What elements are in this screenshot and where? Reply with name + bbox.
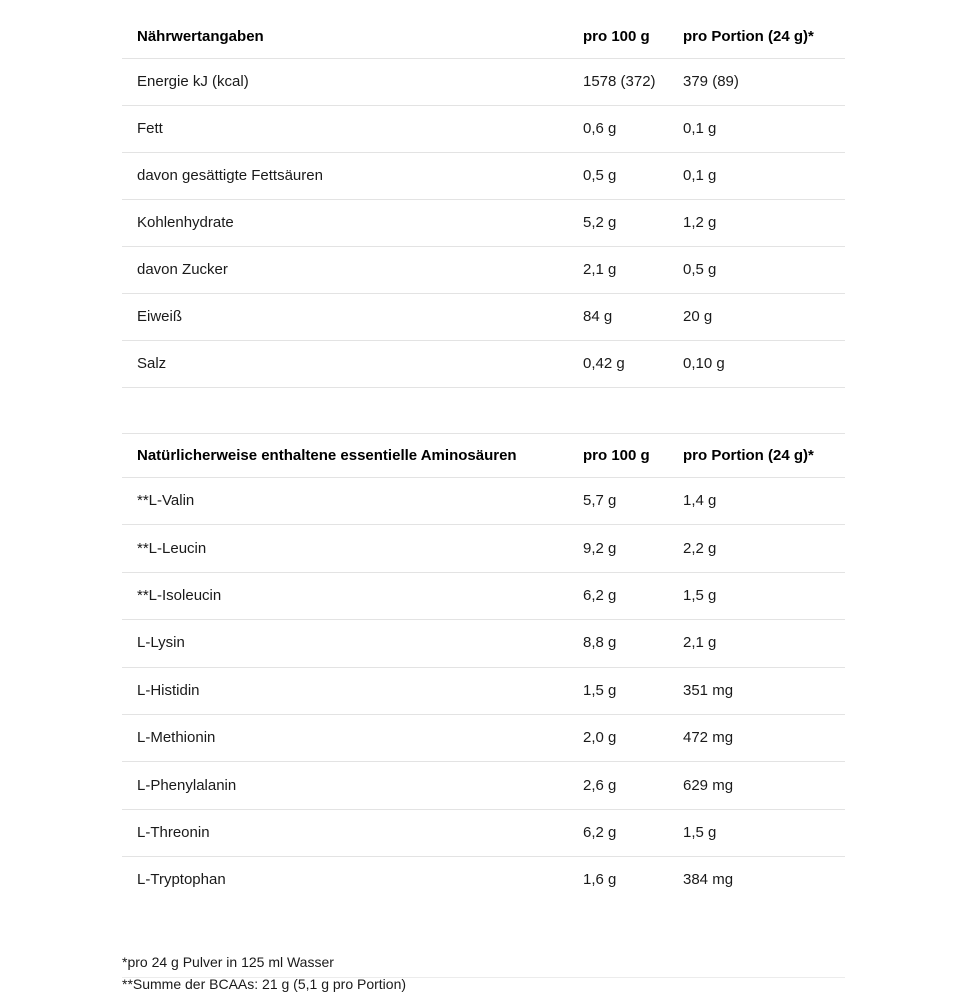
table-row-protein <box>122 294 845 341</box>
footnote-bcaa: **Summe der BCAAs: 21 g (5,1 g pro Portion) <box>122 975 407 992</box>
value-per-portion: 0,1 g <box>683 167 717 184</box>
value-per-portion: 351 mg <box>683 681 734 699</box>
nutrition-content <box>122 16 845 995</box>
row-label: L-Phenylalanin <box>137 776 237 794</box>
value-per-portion: 0,10 g <box>683 355 725 372</box>
table-header-row <box>122 434 845 478</box>
value-per-portion: 384 mg <box>683 871 734 889</box>
value-per-100g: 6,2 g <box>583 823 617 841</box>
nutrition-table <box>122 16 845 388</box>
table-row-threonine <box>122 810 845 857</box>
footnote-serving: *pro 24 g Pulver in 125 ml Wasser <box>122 953 334 970</box>
table-row-isoleucine <box>122 573 845 620</box>
table-row-leucine <box>122 525 845 572</box>
value-per-portion: 1,5 g <box>683 823 717 841</box>
value-per-portion: 2,2 g <box>683 539 717 557</box>
value-per-100g: 0,42 g <box>583 355 625 372</box>
footnotes <box>122 951 845 995</box>
column-header-per-100g: pro 100 g <box>583 446 650 464</box>
value-per-100g: 84 g <box>583 308 613 325</box>
value-per-100g: 5,7 g <box>583 492 617 510</box>
value-per-portion: 629 mg <box>683 776 734 794</box>
value-per-100g: 1,6 g <box>583 871 617 889</box>
table-row-methionine <box>122 715 845 762</box>
row-label: Fett <box>137 120 163 137</box>
row-label: **L-Isoleucin <box>137 586 222 604</box>
value-per-portion: 379 (89) <box>683 73 739 90</box>
row-label: Kohlenhydrate <box>137 214 234 231</box>
value-per-100g: 1578 (372) <box>583 73 656 90</box>
row-label: davon Zucker <box>137 261 228 278</box>
value-per-portion: 472 mg <box>683 729 734 747</box>
table-row-carbohydrates <box>122 200 845 247</box>
row-label: Salz <box>137 355 167 372</box>
value-per-100g: 1,5 g <box>583 681 617 699</box>
column-header-per-100g: pro 100 g <box>583 28 650 45</box>
table-title: Nährwertangaben <box>137 28 264 45</box>
value-per-portion: 2,1 g <box>683 634 717 652</box>
table-gap <box>122 388 845 434</box>
row-label: L-Tryptophan <box>137 871 226 889</box>
table-row-tryptophan <box>122 857 845 903</box>
value-per-100g: 0,5 g <box>583 167 617 184</box>
row-label: davon gesättigte Fettsäuren <box>137 167 323 184</box>
row-label: Eiweiß <box>137 308 183 325</box>
column-header-per-portion: pro Portion (24 g)* <box>683 446 814 464</box>
row-label: L-Lysin <box>137 634 185 652</box>
row-label: L-Methionin <box>137 729 216 747</box>
bottom-divider <box>122 977 845 978</box>
row-label: L-Histidin <box>137 681 200 699</box>
table-row-sugar <box>122 247 845 294</box>
value-per-100g: 9,2 g <box>583 539 617 557</box>
value-per-portion: 1,5 g <box>683 586 717 604</box>
value-per-100g: 2,0 g <box>583 729 617 747</box>
value-per-100g: 2,6 g <box>583 776 617 794</box>
value-per-100g: 2,1 g <box>583 261 617 278</box>
table-row-saturated-fat <box>122 153 845 200</box>
column-header-per-portion: pro Portion (24 g)* <box>683 28 814 45</box>
table-title: Natürlicherweise enthaltene essentielle Aminosäuren <box>137 446 517 464</box>
value-per-portion: 1,2 g <box>683 214 717 231</box>
row-label: **L-Leucin <box>137 539 207 557</box>
amino-acids-table <box>122 434 845 904</box>
value-per-portion: 20 g <box>683 308 713 325</box>
table-row-valine <box>122 478 845 525</box>
table-header-row <box>122 16 845 59</box>
table-row-fat <box>122 106 845 153</box>
value-per-100g: 6,2 g <box>583 586 617 604</box>
table-row-salt <box>122 341 845 388</box>
value-per-portion: 0,5 g <box>683 261 717 278</box>
value-per-100g: 5,2 g <box>583 214 617 231</box>
table-row-phenylalanine <box>122 762 845 809</box>
value-per-100g: 8,8 g <box>583 634 617 652</box>
table-row-lysine <box>122 620 845 667</box>
row-label: **L-Valin <box>137 492 195 510</box>
value-per-portion: 0,1 g <box>683 120 717 137</box>
row-label: L-Threonin <box>137 823 210 841</box>
row-label: Energie kJ (kcal) <box>137 73 249 90</box>
value-per-portion: 1,4 g <box>683 492 717 510</box>
table-row-histidine <box>122 668 845 715</box>
table-row-energy <box>122 59 845 106</box>
value-per-100g: 0,6 g <box>583 120 617 137</box>
